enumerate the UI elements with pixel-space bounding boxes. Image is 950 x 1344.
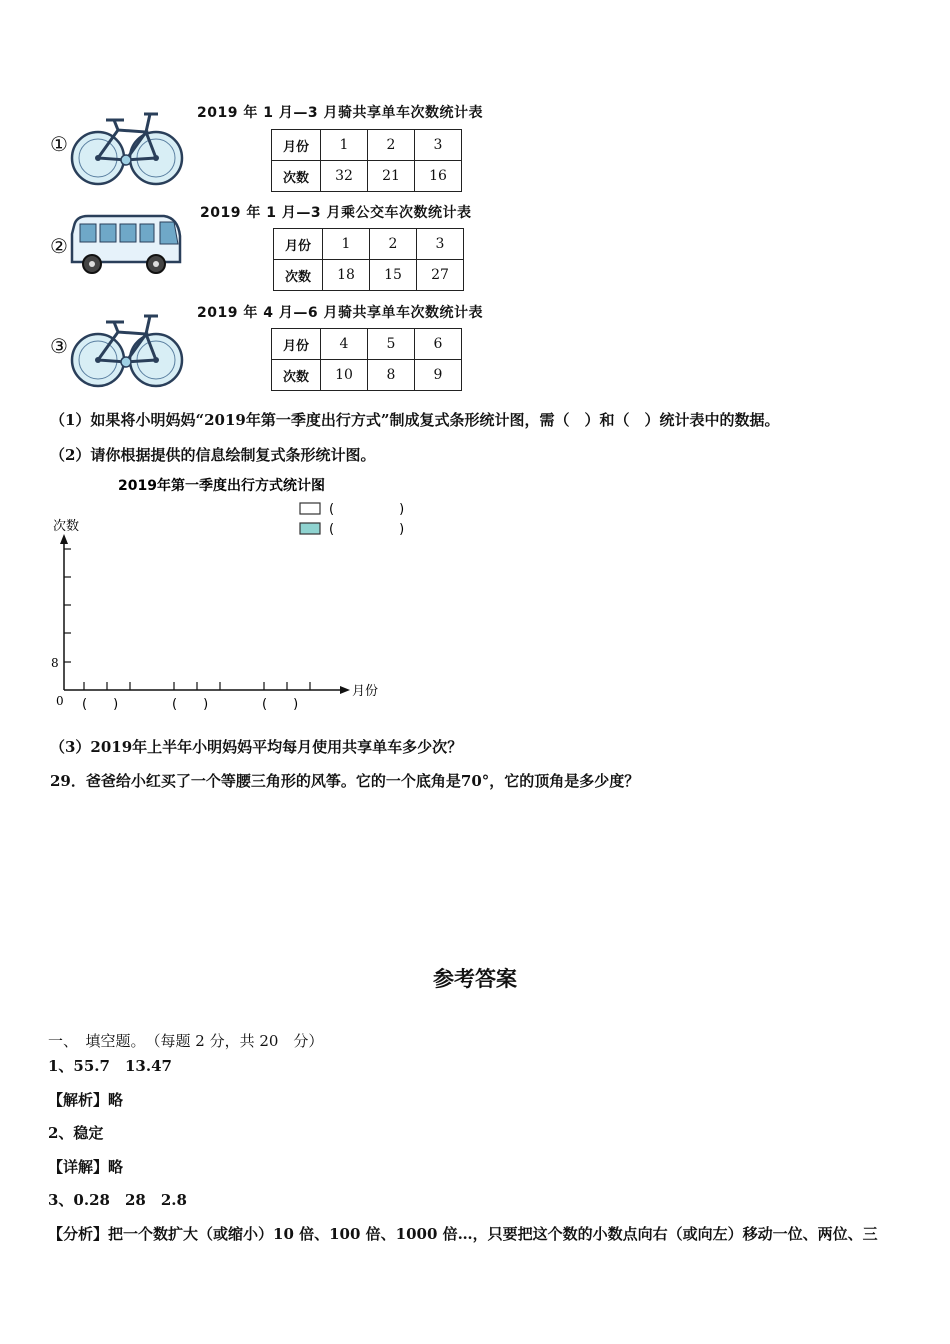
table-3-header-month: 月份 <box>272 329 321 360</box>
table-2 <box>273 228 464 291</box>
table-3 <box>271 328 462 391</box>
table-3-cell: 6 <box>415 329 462 360</box>
answer-2-note: 【详解】略 <box>48 1158 124 1176</box>
legend-label-2: ( ) <box>329 522 405 537</box>
bicycle-icon <box>66 302 188 392</box>
legend-swatch-2 <box>300 523 320 534</box>
table-1-title: 2019 年 1 月—3 月骑共享单车次数统计表 <box>197 105 483 121</box>
table-2-cell: 27 <box>417 260 464 291</box>
table-3-cell: 9 <box>415 360 462 391</box>
answer-1-note: 【解析】略 <box>48 1091 124 1109</box>
legend-label-1: ( ) <box>329 502 405 517</box>
table-3-cell: 10 <box>321 360 368 391</box>
table-3-header-count: 次数 <box>272 360 321 391</box>
x-axis-arrow <box>340 686 350 694</box>
answer-3-note: 【分析】把一个数扩大（或缩小）10 倍、100 倍、1000 倍…，只要把这个数的小数点向右（或向左）移动一位、两位、三 <box>48 1225 878 1243</box>
legend-swatch-1 <box>300 503 320 514</box>
question-3: （3）2019年上半年小明妈妈平均每月使用共享单车多少次？ <box>50 738 463 756</box>
x-category-placeholder: ( ) <box>262 697 299 712</box>
answer-3: 3、0.28 28 2.8 <box>48 1191 187 1209</box>
table-3-cell: 8 <box>368 360 415 391</box>
answer-section: 一、 填空题。 （每题 2 分，共 20 分） <box>48 1032 324 1050</box>
table-2-header-month: 月份 <box>274 229 323 260</box>
answer-1: 1、55.7 13.47 <box>48 1057 172 1075</box>
marker-3: ③ <box>50 334 68 358</box>
x-axis-label: 月份 <box>352 684 379 699</box>
y-tick-label: 8 <box>51 656 59 670</box>
table-1-cell: 16 <box>415 161 462 192</box>
question-1: （1）如果将小明妈妈“2019年第一季度出行方式”制成复式条形统计图，需（ ）和（ ）统计表中的数据。 <box>50 411 780 429</box>
chart-title: 2019年第一季度出行方式统计图 <box>118 478 325 494</box>
table-1 <box>271 129 462 192</box>
marker-1: ① <box>50 132 68 156</box>
table-2-cell: 3 <box>417 229 464 260</box>
table-2-cell: 15 <box>370 260 417 291</box>
table-1-header-count: 次数 <box>272 161 321 192</box>
table-1-cell: 21 <box>368 161 415 192</box>
origin-label: 0 <box>56 694 64 708</box>
answer-2: 2、稳定 <box>48 1124 104 1142</box>
table-3-cell: 5 <box>368 329 415 360</box>
table-1-header-month: 月份 <box>272 130 321 161</box>
bicycle-icon <box>66 100 188 190</box>
table-2-header-count: 次数 <box>274 260 323 291</box>
bus-icon <box>68 212 184 278</box>
y-axis-label: 次数 <box>53 519 80 534</box>
x-category-placeholder: ( ) <box>82 697 119 712</box>
table-1-cell: 32 <box>321 161 368 192</box>
marker-2: ② <box>50 234 68 258</box>
bar-chart <box>40 470 460 720</box>
y-axis-arrow <box>60 534 68 544</box>
table-2-cell: 18 <box>323 260 370 291</box>
question-29: 29．爸爸给小红买了一个等腰三角形的风筝。它的一个底角是70°，它的顶角是多少度？ <box>50 772 640 790</box>
question-2: （2）请你根据提供的信息绘制复式条形统计图。 <box>50 446 376 464</box>
answer-heading: 参考答案 <box>433 967 517 991</box>
table-1-cell: 3 <box>415 130 462 161</box>
table-2-cell: 2 <box>370 229 417 260</box>
table-1-cell: 1 <box>321 130 368 161</box>
table-2-title: 2019 年 1 月—3 月乘公交车次数统计表 <box>200 205 472 221</box>
table-3-cell: 4 <box>321 329 368 360</box>
x-category-placeholder: ( ) <box>172 697 209 712</box>
table-2-cell: 1 <box>323 229 370 260</box>
table-3-title: 2019 年 4 月—6 月骑共享单车次数统计表 <box>197 305 483 321</box>
table-1-cell: 2 <box>368 130 415 161</box>
